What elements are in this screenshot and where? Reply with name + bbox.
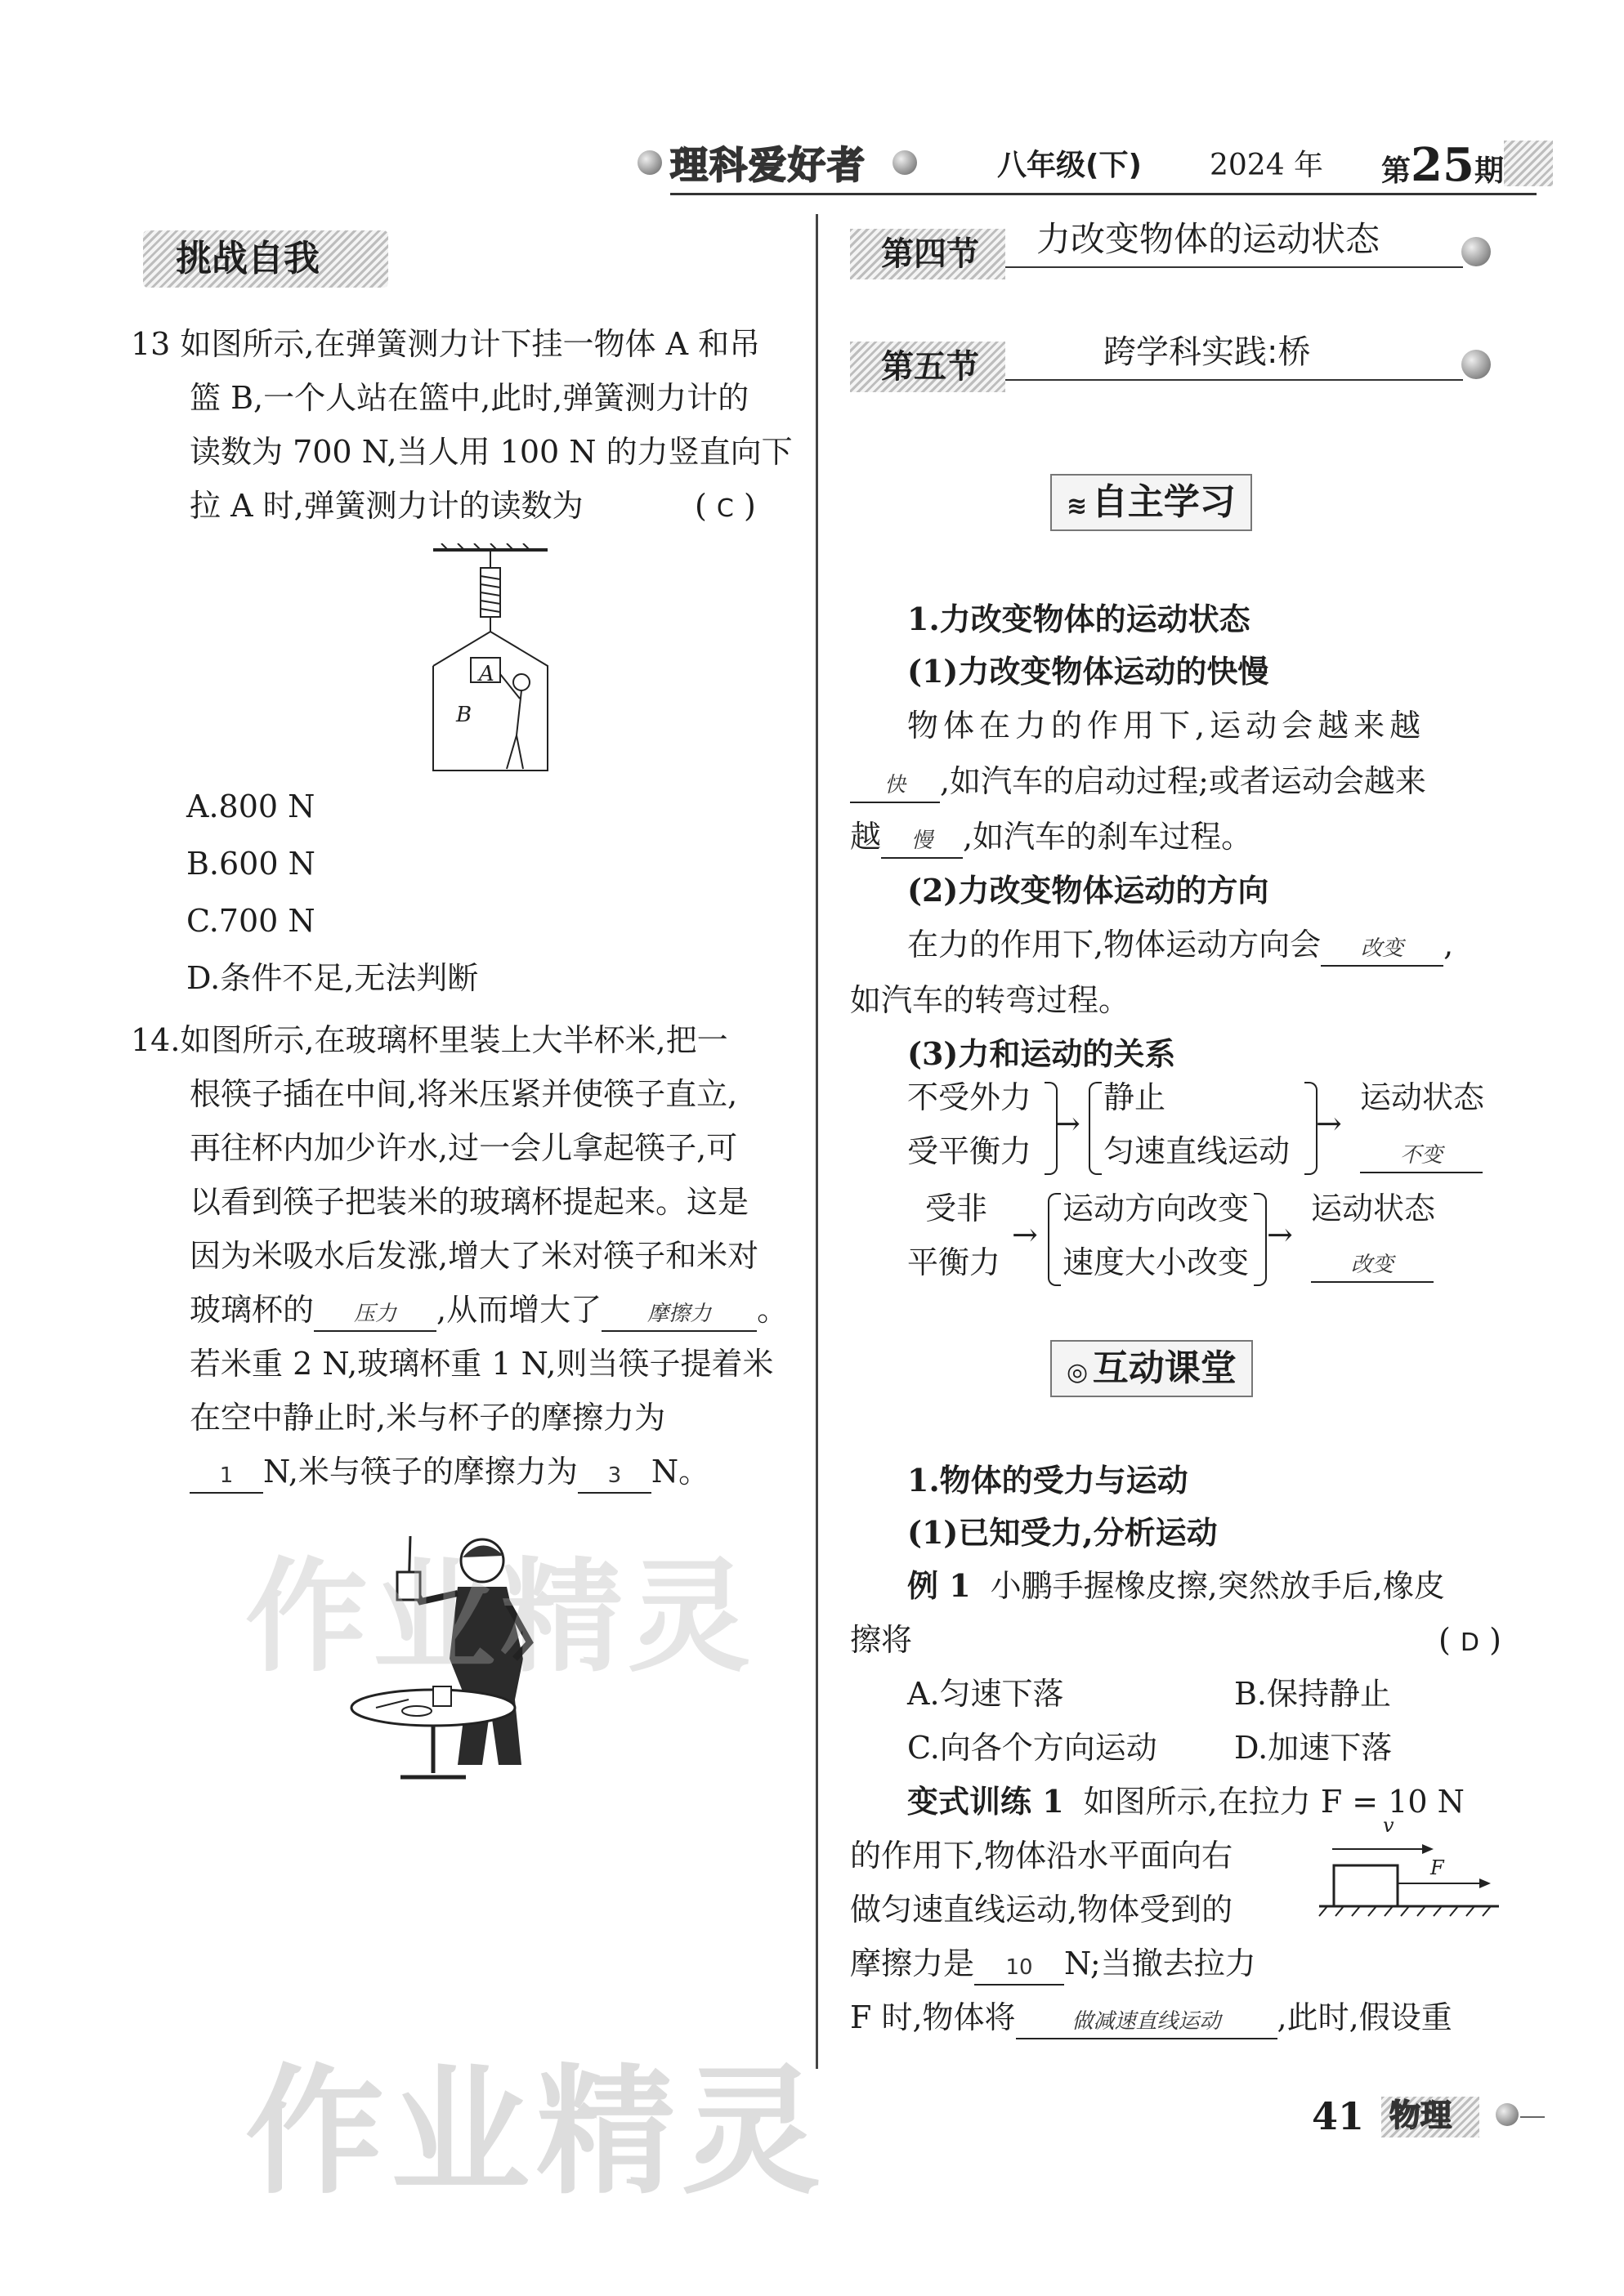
rel-result-2: 运动状态	[1311, 1190, 1436, 1226]
issue-prefix: 第	[1381, 154, 1411, 188]
relation-diagram	[907, 1070, 1545, 1291]
rel-brace-2-right	[1048, 1193, 1061, 1286]
header-bulb-left-icon	[638, 150, 662, 175]
var1-line-4-pre: 摩擦力是	[850, 1945, 975, 1981]
class-tag-text: 互动课堂	[1092, 1347, 1237, 1389]
header-bar	[638, 138, 1537, 192]
var1-line-5-post: ,此时,假设重	[1277, 1999, 1452, 2035]
q14-blank-2[interactable]: 摩擦力	[602, 1298, 757, 1332]
rel-cond-1b: 受平衡力	[907, 1133, 1032, 1169]
rel-state-2a: 运动方向改变	[1063, 1190, 1250, 1226]
ex1-option-b: B.保持静止	[1234, 1676, 1392, 1712]
ex1-line-2-text: 擦将	[850, 1622, 913, 1658]
var1-line-5-pre: F 时,物体将	[850, 1999, 1016, 2035]
issue-number: 25	[1411, 138, 1474, 192]
rel-cond-1a: 不受外力	[907, 1079, 1032, 1115]
rel-cond-2b: 平衡力	[907, 1244, 1001, 1280]
q14-line-6-prefix: 玻璃杯的	[190, 1292, 315, 1328]
sec4-rule	[1005, 266, 1463, 268]
sec5-rule	[1005, 379, 1463, 381]
var1-blank-2[interactable]: 做减速直线运动	[1016, 2005, 1277, 2039]
rel-arrow-3: →	[1012, 1217, 1038, 1253]
q13-option-b: B.600 N	[186, 846, 315, 882]
study-tag-wave-icon: ≋	[1067, 492, 1088, 520]
q14-line-9	[163, 1445, 801, 1499]
rel-blank-1[interactable]: 不变	[1360, 1139, 1483, 1173]
rel-blank-2[interactable]: 改变	[1311, 1249, 1434, 1283]
q14-blank-1[interactable]: 压力	[314, 1298, 436, 1332]
c1a-heading: (1)已知受力,分析运动	[907, 1514, 1218, 1551]
rel-arrow-4: →	[1267, 1217, 1293, 1253]
rel-brace-2-close	[1254, 1193, 1267, 1286]
page-number: 41	[1312, 2094, 1365, 2138]
s1b-blank[interactable]: 改变	[1321, 932, 1443, 967]
watermark-upper: 作业精灵	[245, 1547, 756, 1689]
rel-brace-1-right	[1089, 1082, 1102, 1175]
challenge-tag: 挑战自我	[176, 238, 320, 279]
header-brand: 理科爱好者	[670, 143, 866, 187]
s1b-heading: (2)力改变物体运动的方向	[907, 872, 1269, 909]
s1b-line-1-text: 在力的作用下,物体运动方向会	[907, 927, 1322, 963]
q14-line-4: 以看到筷子把装米的玻璃杯提起来。这是	[190, 1184, 749, 1220]
sec5-label: 第五节	[881, 348, 979, 386]
rel-arrow-1: →	[1054, 1106, 1080, 1141]
q13-spring-scale-figure	[425, 543, 556, 772]
s1c-heading: (3)力和运动的关系	[907, 1035, 1176, 1072]
s1a-blank-1[interactable]: 快	[850, 769, 940, 803]
header-hatch-decoration	[1504, 141, 1553, 186]
header-year: 2024 年	[1210, 149, 1324, 182]
q13-line-4-text: 拉 A 时,弹簧测力计的读数为	[190, 488, 584, 524]
q13-option-a: A.800 N	[186, 788, 315, 824]
q13-line-1: 13 如图所示,在弹簧测力计下挂一物体 A 和吊	[131, 326, 761, 362]
s1b-line-1	[850, 917, 1545, 972]
s1a-line-2-text: ,如汽车的启动过程;或者运动会越来	[940, 763, 1426, 799]
q13-line-4	[131, 479, 793, 533]
subject-tag: 物理	[1389, 2097, 1452, 2133]
sec4-title: 力改变物体的运动状态	[1036, 219, 1380, 259]
q13-option-c: C.700 N	[186, 903, 315, 939]
var1-blank-1[interactable]: 10	[974, 1951, 1064, 1986]
s1a-line-3	[850, 809, 1545, 864]
q14-line-6-end: 。	[757, 1292, 789, 1328]
column-divider	[816, 214, 818, 2069]
var1-line-1-text: 如图所示,在拉力 F = 10 N	[1083, 1784, 1465, 1820]
s1b-line-2: 如汽车的转弯过程。	[850, 982, 1130, 1018]
study-tag	[1050, 474, 1252, 531]
q14-line-9-end: N。	[651, 1454, 710, 1490]
self-study-block	[850, 593, 1545, 1080]
q14-line-5: 因为米吸水后发涨,增大了米对筷子和米对	[190, 1238, 759, 1274]
c1-heading: 1.物体的受力与运动	[907, 1462, 1188, 1499]
q14-line-9-mid: N,米与筷子的摩擦力为	[263, 1454, 578, 1490]
rel-state-2b: 速度大小改变	[1063, 1244, 1250, 1280]
ex1-option-c: C.向各个方向运动	[907, 1730, 1157, 1766]
s1a-heading: (1)力改变物体运动的快慢	[907, 653, 1269, 690]
ex1-option-a: A.匀速下落	[907, 1676, 1064, 1712]
q13-line-3: 读数为 700 N,当人用 100 N 的力竖直向下	[190, 434, 793, 470]
q14-blank-4[interactable]: 3	[578, 1459, 651, 1494]
q14-line-7: 若米重 2 N,玻璃杯重 1 N,则当筷子提着米	[190, 1346, 774, 1382]
q13-line-2: 篮 B,一个人站在篮中,此时,弹簧测力计的	[190, 380, 749, 416]
sec4-bulb-icon	[1461, 237, 1491, 266]
q13-answer-bracket: ( C )	[695, 488, 756, 524]
sec5-title: 跨学科实践:桥	[1103, 333, 1311, 371]
class-tag-swirl-icon: ◎	[1067, 1358, 1089, 1387]
var1-fig-f-label: F	[1430, 1856, 1444, 1879]
var1-line-5	[850, 1990, 1545, 2044]
ex1-label: 例 1	[907, 1567, 971, 1604]
q14-line-1: 14.如图所示,在玻璃杯里装上大半杯米,把一	[131, 1022, 728, 1058]
s1a-blank-2[interactable]: 慢	[881, 824, 963, 859]
var1-line-3: 做匀速直线运动,物体受到的	[850, 1892, 1233, 1927]
rel-result-1: 运动状态	[1360, 1079, 1485, 1115]
s1a-line-1: 物体在力的作用下,运动会越来越	[907, 708, 1426, 744]
rel-arrow-2: →	[1316, 1106, 1342, 1141]
var1-line-1	[850, 1775, 1545, 1829]
rel-state-1a: 静止	[1103, 1079, 1166, 1115]
var1-line-4	[850, 1936, 1545, 1990]
class-block	[850, 1454, 1545, 2044]
rel-cond-2a: 受非	[925, 1190, 988, 1226]
rel-state-1b: 匀速直线运动	[1103, 1133, 1291, 1169]
class-tag	[1050, 1340, 1253, 1397]
s1a-line-3-post: ,如汽车的刹车过程。	[963, 819, 1253, 855]
ex1-options-row-1	[850, 1667, 1545, 1721]
issue-suffix: 期	[1474, 154, 1504, 188]
q13-option-d: D.条件不足,无法判断	[186, 960, 479, 996]
q14-line-3: 再往杯内加少许水,过一会儿拿起筷子,可	[190, 1130, 738, 1166]
header-issue	[1381, 138, 1504, 196]
q14-line-6	[163, 1283, 801, 1337]
footer-rule	[1520, 2116, 1545, 2118]
var1-line-2: 的作用下,物体沿水平面向右	[850, 1838, 1233, 1874]
q14-line-6-mid: ,从而增大了	[436, 1292, 602, 1328]
sec5-bulb-icon	[1461, 350, 1491, 379]
s1a-line-2	[850, 753, 1545, 809]
ex1-line-2	[850, 1613, 1545, 1667]
header-bulb-right-icon	[893, 150, 917, 175]
var1-line-4-post: N;当撤去拉力	[1064, 1945, 1256, 1981]
footer-bulb-icon	[1496, 2103, 1519, 2126]
q13-fig-label-a: A	[479, 662, 494, 686]
q13-fig-label-b: B	[456, 703, 472, 727]
q13-options	[186, 778, 478, 1007]
header-grade: 八年级(下)	[997, 149, 1142, 182]
sec4-label: 第四节	[881, 235, 979, 273]
ex1-options-row-2	[850, 1721, 1545, 1775]
ex1-option-d: D.加速下落	[1234, 1730, 1393, 1766]
ex1-line-1	[850, 1559, 1545, 1613]
q14-block	[131, 1013, 801, 1499]
var1-label: 变式训练 1	[907, 1783, 1064, 1820]
q13-answer: C	[716, 494, 734, 523]
q14-blank-3[interactable]: 1	[190, 1459, 263, 1494]
q14-line-2: 根筷子插在中间,将米压紧并使筷子直立,	[190, 1076, 738, 1112]
watermark-lower: 作业精灵	[245, 2052, 828, 2213]
q14-line-8: 在空中静止时,米与杯子的摩擦力为	[190, 1400, 666, 1436]
s1b-line-1-end: ,	[1443, 927, 1454, 963]
ex1-answer: D	[1460, 1628, 1480, 1657]
q13-block	[131, 317, 793, 533]
ex1-line-1-text: 小鹏手握橡皮擦,突然放手后,橡皮	[990, 1568, 1445, 1604]
s1-heading: 1.力改变物体的运动状态	[907, 601, 1250, 637]
var1-fig-v-label: v	[1383, 1814, 1394, 1837]
var1-block-force-figure	[1316, 1834, 1504, 1924]
study-tag-text: 自主学习	[1091, 481, 1236, 523]
s1a-line-3-pre: 越	[850, 819, 882, 855]
header-rule	[670, 193, 1537, 195]
ex1-answer-bracket: ( D )	[1438, 1622, 1501, 1658]
